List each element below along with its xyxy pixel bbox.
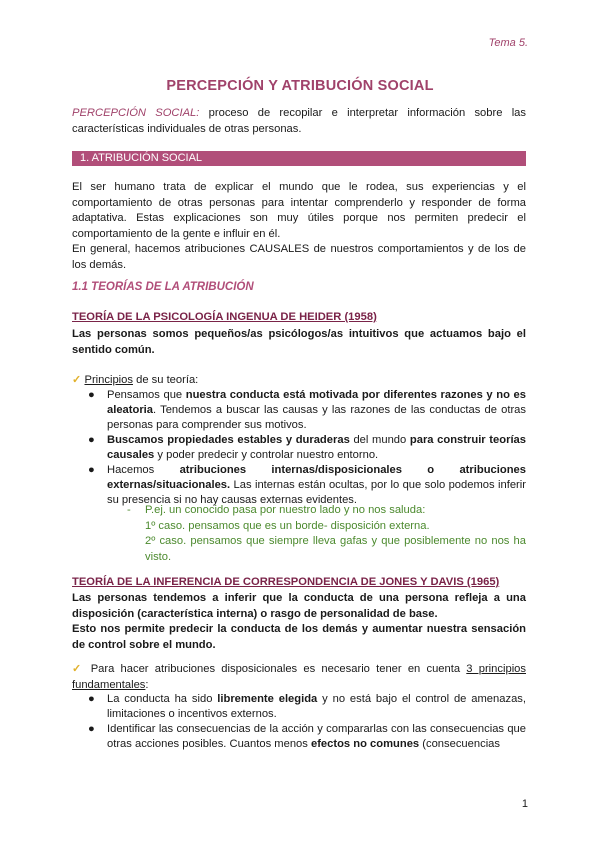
heider-principles-line — [72, 373, 526, 389]
bold-run: para construir teorías causales — [107, 434, 526, 461]
text-run: : — [145, 678, 149, 691]
text-run: del mundo — [349, 434, 410, 446]
page-title: PERCEPCIÓN Y ATRIBUCIÓN SOCIAL — [166, 78, 434, 94]
example-line-2: 1º caso. pensamos que es un borde- disposición externa. — [145, 519, 430, 532]
bullet-icon: ● — [88, 693, 95, 705]
text-run: (consecuencias — [419, 738, 500, 750]
heider-bullet-list — [72, 388, 526, 508]
check-icon: ✓ — [72, 374, 82, 386]
text-run: Hacemos — [107, 464, 180, 476]
underlined-run: fundamentales — [72, 678, 146, 691]
section-bar-label: 1. ATRIBUCIÓN SOCIAL — [80, 152, 203, 164]
text-run: y no está bajo el control de amenazas, limitaciones o incentivos externos. — [107, 693, 526, 720]
bullet-icon: ● — [88, 464, 95, 476]
text-run: . Tendemos a buscar las causas y las razones de las conductas de otras personas para comprender sus motivos. — [107, 404, 526, 431]
jones-bullet-list — [72, 692, 526, 752]
text-run: Identificar las consecuencias de la acción y compararlas con las consecuencias que otras acciones posibles. Cuantos menos — [107, 723, 526, 750]
bullet-icon: ● — [88, 723, 95, 735]
heider-theory-title: TEORÍA DE LA PSICOLOGÍA INGENUA DE HEIDER (1958) — [72, 311, 377, 323]
subsection-heading: 1.1 TEORÍAS DE LA ATRIBUCIÓN — [72, 281, 254, 293]
jones-intro — [72, 662, 526, 693]
intro-paragraph — [72, 106, 526, 137]
list-item — [72, 692, 526, 722]
bold-run: Buscamos propiedades estables y duraderas — [107, 434, 350, 446]
list-item — [72, 722, 526, 752]
list-item — [72, 433, 526, 463]
intro-text: proceso de recopilar e interpretar información sobre las características individuales de otras personas. — [72, 107, 526, 135]
example-dash-icon: - — [127, 504, 131, 516]
jones-theory-title: TEORÍA DE LA INFERENCIA DE CORRESPONDENCIA DE JONES Y DAVIS (1965) — [72, 576, 500, 588]
heider-summary: Las personas somos pequeños/as psicólogos/as intuitivos que actuamos bajo el sentido común. — [72, 328, 526, 356]
page-number: 1 — [521, 798, 528, 810]
bullet-icon: ● — [88, 434, 95, 446]
text-run: y poder predecir y controlar nuestro entorno. — [154, 449, 379, 461]
example-line-1: P.ej. un conocido pasa por nuestro lado y no nos saluda: — [145, 504, 426, 516]
section1-paragraph-2: En general, hacemos atribuciones CAUSALES de nuestros comportamientos y de los de los demás. — [72, 243, 526, 271]
bold-run: nuestra conducta está motivada por diferentes razones y no es aleatoria — [107, 389, 526, 416]
text-run: Pensamos que — [107, 389, 186, 401]
check-icon: ✓ — [72, 663, 85, 675]
list-item — [72, 463, 526, 508]
section1-paragraph: El ser humano trata de explicar el mundo que le rodea, sus experiencias y el comportamiento de otras personas para intentar comprenderlo y responder de forma adaptativa. Estas explicaciones son muy útiles porque nos permiten predecir el comportamiento de la gente e influir en él. — [72, 181, 526, 240]
text-run: La conducta ha sido — [107, 693, 218, 705]
bullet-icon: ● — [88, 389, 95, 401]
bold-run: efectos no comunes — [310, 738, 420, 750]
bold-run: atribuciones internas/disposicionales o atribuciones externas/situacionales. — [107, 464, 526, 491]
intro-term: PERCEPCIÓN SOCIAL: — [72, 107, 200, 119]
text-run: Las internas están ocultas, por lo que solo podemos inferir su presencia si no hay causas externas evidentes. — [107, 479, 526, 506]
chapter-label: Tema 5. — [488, 37, 528, 49]
jones-summary-2: Esto nos permite predecir la conducta de los demás y aumentar nuestra sensación de control sobre el mundo. — [72, 623, 526, 651]
list-item — [72, 388, 526, 433]
underlined-run: 3 principios — [466, 663, 526, 675]
principles-rest: de su teoría: — [132, 374, 199, 386]
jones-summary-1: Las personas tendemos a inferir que la conducta de una persona refleja a una disposición (característica interna) o rasgo de personalidad de base. — [72, 592, 526, 620]
example-line-3: 2º caso. pensamos que siempre lleva gafas y que posiblemente no nos ha visto. — [145, 535, 526, 563]
bold-run: libremente elegida — [217, 693, 318, 705]
text-run: Para hacer atribuciones disposicionales es necesario tener en cuenta — [84, 663, 467, 675]
principles-underlined: Principios — [84, 374, 133, 386]
section-bar-atribucion — [72, 151, 526, 166]
heider-example-block — [145, 503, 526, 565]
